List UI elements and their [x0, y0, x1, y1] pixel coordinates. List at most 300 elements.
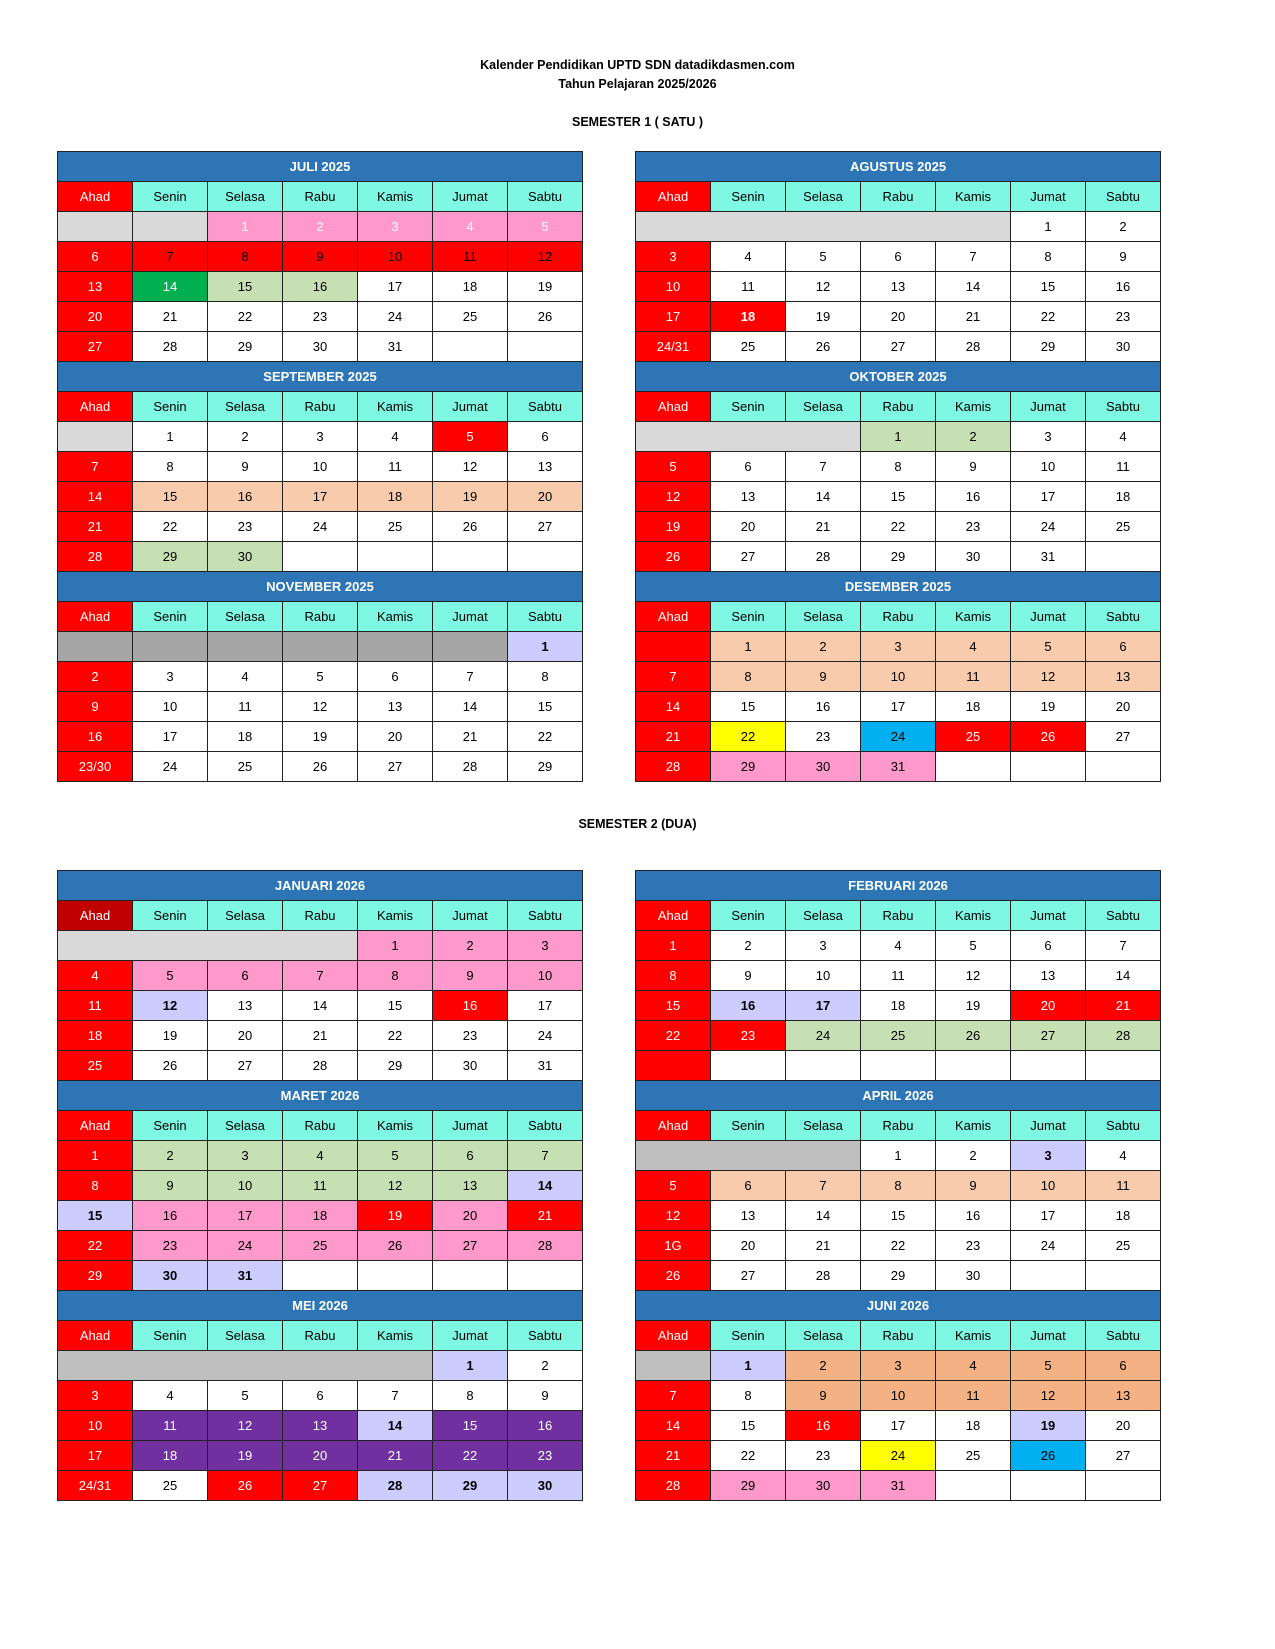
day-cell: 24/31 [58, 1471, 133, 1501]
day-cell: 17 [133, 722, 208, 752]
day-cell: 20 [1086, 692, 1161, 722]
day-cell: 12 [1011, 662, 1086, 692]
weekday-header: Senin [711, 1111, 786, 1141]
weekday-header: Ahad [58, 392, 133, 422]
day-cell: 1 [433, 1351, 508, 1381]
day-cell: 20 [283, 1441, 358, 1471]
day-cell: 3 [508, 931, 583, 961]
week-row [58, 1141, 583, 1171]
day-cell: 13 [433, 1171, 508, 1201]
month-title: SEPTEMBER 2025 [58, 362, 583, 392]
day-cell: 13 [208, 991, 283, 1021]
week-row [636, 752, 1161, 782]
weekday-header: Sabtu [508, 392, 583, 422]
month-title: DESEMBER 2025 [636, 572, 1161, 602]
day-cell: 29 [508, 752, 583, 782]
day-cell: 13 [1011, 961, 1086, 991]
month-title: MARET 2026 [58, 1081, 583, 1111]
day-cell: 13 [1086, 1381, 1161, 1411]
day-cell: 8 [711, 1381, 786, 1411]
day-cell: 21 [508, 1201, 583, 1231]
day-cell: 27 [208, 1051, 283, 1081]
week-row [636, 1261, 1161, 1291]
day-cell: 17 [786, 991, 861, 1021]
day-cell: 3 [283, 422, 358, 452]
day-cell: 16 [133, 1201, 208, 1231]
weekday-header: Senin [133, 901, 208, 931]
weekday-header: Sabtu [1086, 1321, 1161, 1351]
document-subtitle: Tahun Pelajaran 2025/2026 [558, 77, 717, 91]
week-row [58, 752, 583, 782]
day-cell: 11 [433, 242, 508, 272]
day-cell: 28 [786, 542, 861, 572]
day-cell: 14 [358, 1411, 433, 1441]
week-row [58, 1021, 583, 1051]
day-cell: 23 [208, 512, 283, 542]
week-row [58, 212, 583, 242]
week-row [58, 1231, 583, 1261]
day-cell: 4 [1086, 1141, 1161, 1171]
empty-cell [58, 1351, 433, 1381]
day-cell: 5 [283, 662, 358, 692]
month-calendar [635, 870, 1161, 1081]
week-row [636, 1441, 1161, 1471]
weekday-header: Jumat [1011, 392, 1086, 422]
day-cell: 23 [1086, 302, 1161, 332]
week-row [58, 332, 583, 362]
day-cell: 17 [861, 692, 936, 722]
day-cell: 23 [936, 512, 1011, 542]
weekday-header: Senin [711, 182, 786, 212]
day-cell: 15 [58, 1201, 133, 1231]
day-cell: 3 [861, 1351, 936, 1381]
day-cell: 2 [936, 422, 1011, 452]
weekday-header: Ahad [636, 392, 711, 422]
weekday-header: Jumat [1011, 602, 1086, 632]
weekday-header: Sabtu [508, 1321, 583, 1351]
month-title: JULI 2025 [58, 152, 583, 182]
day-cell: 26 [283, 752, 358, 782]
day-cell: 31 [508, 1051, 583, 1081]
day-cell: 31 [358, 332, 433, 362]
day-cell: 13 [711, 482, 786, 512]
weekday-header: Kamis [936, 1321, 1011, 1351]
weekday-header: Jumat [1011, 1321, 1086, 1351]
empty-cell [1086, 1471, 1161, 1501]
week-row [636, 931, 1161, 961]
day-cell: 19 [208, 1441, 283, 1471]
day-cell: 12 [433, 452, 508, 482]
day-cell: 5 [433, 422, 508, 452]
day-cell: 24 [133, 752, 208, 782]
weekday-header: Ahad [58, 1321, 133, 1351]
day-cell: 10 [133, 692, 208, 722]
week-row [636, 1171, 1161, 1201]
day-cell: 25 [283, 1231, 358, 1261]
day-cell: 27 [58, 332, 133, 362]
month-title: APRIL 2026 [636, 1081, 1161, 1111]
week-row [636, 542, 1161, 572]
day-cell: 2 [1086, 212, 1161, 242]
weekday-header: Jumat [1011, 182, 1086, 212]
day-cell: 14 [283, 991, 358, 1021]
day-cell: 7 [786, 452, 861, 482]
month-title: NOVEMBER 2025 [58, 572, 583, 602]
day-cell: 3 [786, 931, 861, 961]
day-cell: 19 [1011, 692, 1086, 722]
empty-cell [636, 632, 711, 662]
day-cell: 2 [208, 422, 283, 452]
day-cell: 12 [786, 272, 861, 302]
day-cell: 3 [58, 1381, 133, 1411]
week-row [58, 662, 583, 692]
day-cell: 22 [861, 1231, 936, 1261]
day-cell: 18 [433, 272, 508, 302]
day-cell: 28 [786, 1261, 861, 1291]
weekday-header: Kamis [936, 392, 1011, 422]
day-cell: 17 [1011, 1201, 1086, 1231]
day-cell: 6 [433, 1141, 508, 1171]
weekday-header: Sabtu [508, 602, 583, 632]
weekday-header: Sabtu [508, 901, 583, 931]
day-cell: 7 [58, 452, 133, 482]
day-cell: 11 [936, 662, 1011, 692]
weekday-header: Selasa [208, 392, 283, 422]
empty-cell [508, 1261, 583, 1291]
week-row [58, 1051, 583, 1081]
day-cell: 22 [433, 1441, 508, 1471]
day-cell: 14 [636, 692, 711, 722]
day-cell: 21 [786, 1231, 861, 1261]
day-cell: 7 [936, 242, 1011, 272]
day-cell: 1 [711, 632, 786, 662]
day-cell: 30 [786, 752, 861, 782]
empty-cell [936, 1471, 1011, 1501]
day-cell: 1 [358, 931, 433, 961]
week-row [636, 422, 1161, 452]
day-cell: 4 [208, 662, 283, 692]
day-cell: 9 [936, 452, 1011, 482]
day-cell: 16 [786, 1411, 861, 1441]
empty-cell [433, 542, 508, 572]
weekday-header: Senin [133, 392, 208, 422]
day-cell: 18 [133, 1441, 208, 1471]
day-cell: 27 [283, 1471, 358, 1501]
weekday-header: Senin [133, 1321, 208, 1351]
day-cell: 30 [208, 542, 283, 572]
day-cell: 18 [711, 302, 786, 332]
empty-cell [861, 1051, 936, 1081]
empty-cell [636, 422, 861, 452]
day-cell: 10 [1011, 452, 1086, 482]
day-cell: 17 [636, 302, 711, 332]
day-cell: 30 [283, 332, 358, 362]
empty-cell [1086, 542, 1161, 572]
day-cell: 16 [508, 1411, 583, 1441]
weekday-header: Kamis [936, 1111, 1011, 1141]
day-cell: 29 [861, 1261, 936, 1291]
week-row [58, 722, 583, 752]
week-row [636, 302, 1161, 332]
day-cell: 11 [133, 1411, 208, 1441]
day-cell: 25 [1086, 512, 1161, 542]
semester-1-heading: SEMESTER 1 ( SATU ) [571, 115, 704, 129]
week-row [58, 482, 583, 512]
empty-cell [936, 752, 1011, 782]
day-cell: 28 [1086, 1021, 1161, 1051]
weekday-header: Selasa [208, 182, 283, 212]
day-cell: 17 [1011, 482, 1086, 512]
week-row [636, 1201, 1161, 1231]
day-cell: 25 [358, 512, 433, 542]
week-row [636, 1471, 1161, 1501]
day-cell: 19 [358, 1201, 433, 1231]
weekday-header: Jumat [433, 182, 508, 212]
day-cell: 2 [786, 632, 861, 662]
day-cell: 6 [208, 961, 283, 991]
weekday-header: Senin [711, 392, 786, 422]
empty-cell [358, 632, 433, 662]
day-cell: 9 [786, 662, 861, 692]
day-cell: 21 [636, 722, 711, 752]
day-cell: 12 [283, 692, 358, 722]
day-cell: 13 [58, 272, 133, 302]
week-row [58, 1261, 583, 1291]
day-cell: 11 [283, 1171, 358, 1201]
weekday-header: Rabu [861, 901, 936, 931]
day-cell: 8 [58, 1171, 133, 1201]
day-cell: 25 [861, 1021, 936, 1051]
day-cell: 23 [433, 1021, 508, 1051]
week-row [636, 482, 1161, 512]
day-cell: 30 [133, 1261, 208, 1291]
day-cell: 4 [433, 212, 508, 242]
month-calendar [635, 1080, 1161, 1291]
week-row [58, 1381, 583, 1411]
day-cell: 22 [508, 722, 583, 752]
empty-cell [1011, 1471, 1086, 1501]
day-cell: 16 [283, 272, 358, 302]
day-cell: 28 [636, 752, 711, 782]
day-cell: 8 [636, 961, 711, 991]
day-cell: 20 [711, 512, 786, 542]
empty-cell [208, 632, 283, 662]
day-cell: 23 [283, 302, 358, 332]
day-cell: 19 [786, 302, 861, 332]
day-cell: 18 [936, 692, 1011, 722]
day-cell: 16 [711, 991, 786, 1021]
day-cell: 27 [433, 1231, 508, 1261]
day-cell: 10 [58, 1411, 133, 1441]
weekday-header: Rabu [861, 1111, 936, 1141]
day-cell: 24 [1011, 1231, 1086, 1261]
empty-cell [508, 332, 583, 362]
day-cell: 10 [1011, 1171, 1086, 1201]
day-cell: 9 [936, 1171, 1011, 1201]
day-cell: 12 [208, 1411, 283, 1441]
weekday-header: Rabu [283, 392, 358, 422]
weekday-header: Jumat [1011, 901, 1086, 931]
day-cell: 6 [58, 242, 133, 272]
weekday-header: Jumat [433, 1111, 508, 1141]
weekday-header: Sabtu [1086, 182, 1161, 212]
empty-cell [936, 1051, 1011, 1081]
day-cell: 6 [1086, 632, 1161, 662]
day-cell: 2 [283, 212, 358, 242]
weekday-header: Ahad [58, 602, 133, 632]
week-row [636, 1351, 1161, 1381]
day-cell: 22 [1011, 302, 1086, 332]
day-cell: 29 [58, 1261, 133, 1291]
day-cell: 17 [58, 1441, 133, 1471]
empty-cell [133, 632, 208, 662]
day-cell: 22 [208, 302, 283, 332]
day-cell: 25 [936, 1441, 1011, 1471]
day-cell: 11 [208, 692, 283, 722]
day-cell: 19 [433, 482, 508, 512]
day-cell: 14 [636, 1411, 711, 1441]
day-cell: 6 [711, 452, 786, 482]
day-cell: 17 [861, 1411, 936, 1441]
day-cell: 2 [711, 931, 786, 961]
week-row [58, 991, 583, 1021]
day-cell: 20 [358, 722, 433, 752]
week-row [636, 1021, 1161, 1051]
day-cell: 12 [358, 1171, 433, 1201]
weekday-header: Senin [711, 602, 786, 632]
month-calendar [57, 1080, 583, 1291]
month-calendar [57, 1290, 583, 1501]
empty-cell [283, 632, 358, 662]
day-cell: 24 [1011, 512, 1086, 542]
day-cell: 9 [133, 1171, 208, 1201]
day-cell: 25 [936, 722, 1011, 752]
day-cell: 15 [1011, 272, 1086, 302]
day-cell: 26 [1011, 1441, 1086, 1471]
weekday-header: Sabtu [1086, 392, 1161, 422]
day-cell: 5 [936, 931, 1011, 961]
empty-cell [58, 212, 133, 242]
day-cell: 7 [786, 1171, 861, 1201]
day-cell: 24 [358, 302, 433, 332]
week-row [636, 722, 1161, 752]
day-cell: 21 [358, 1441, 433, 1471]
day-cell: 7 [133, 242, 208, 272]
week-row [58, 931, 583, 961]
day-cell: 28 [636, 1471, 711, 1501]
day-cell: 27 [861, 332, 936, 362]
day-cell: 16 [208, 482, 283, 512]
week-row [636, 212, 1161, 242]
empty-cell [1011, 1261, 1086, 1291]
empty-cell [58, 422, 133, 452]
weekday-header: Selasa [208, 901, 283, 931]
day-cell: 8 [861, 452, 936, 482]
day-cell: 8 [711, 662, 786, 692]
day-cell: 10 [786, 961, 861, 991]
weekday-header: Ahad [58, 182, 133, 212]
day-cell: 17 [358, 272, 433, 302]
day-cell: 18 [1086, 482, 1161, 512]
weekday-header: Senin [133, 182, 208, 212]
day-cell: 8 [208, 242, 283, 272]
day-cell: 26 [1011, 722, 1086, 752]
day-cell: 5 [786, 242, 861, 272]
day-cell: 24 [861, 722, 936, 752]
weekday-header: Selasa [786, 1321, 861, 1351]
day-cell: 24 [861, 1441, 936, 1471]
day-cell: 11 [358, 452, 433, 482]
day-cell: 1 [636, 931, 711, 961]
weekday-header: Ahad [636, 1321, 711, 1351]
day-cell: 7 [636, 662, 711, 692]
day-cell: 10 [208, 1171, 283, 1201]
day-cell: 16 [786, 692, 861, 722]
day-cell: 16 [1086, 272, 1161, 302]
day-cell: 19 [283, 722, 358, 752]
day-cell: 1 [711, 1351, 786, 1381]
weekday-header: Senin [711, 1321, 786, 1351]
weekday-header: Rabu [283, 1321, 358, 1351]
day-cell: 23/30 [58, 752, 133, 782]
day-cell: 24 [283, 512, 358, 542]
weekday-header: Senin [711, 901, 786, 931]
weekday-header: Ahad [58, 1111, 133, 1141]
day-cell: 15 [861, 482, 936, 512]
weekday-header: Sabtu [1086, 1111, 1161, 1141]
day-cell: 26 [786, 332, 861, 362]
week-row [58, 692, 583, 722]
day-cell: 13 [861, 272, 936, 302]
day-cell: 13 [283, 1411, 358, 1441]
day-cell: 21 [283, 1021, 358, 1051]
weekday-header: Rabu [861, 1321, 936, 1351]
weekday-header: Sabtu [1086, 602, 1161, 632]
week-row [58, 1441, 583, 1471]
day-cell: 9 [208, 452, 283, 482]
day-cell: 16 [58, 722, 133, 752]
day-cell: 16 [433, 991, 508, 1021]
weekday-header: Ahad [636, 1111, 711, 1141]
empty-cell [358, 1261, 433, 1291]
day-cell: 30 [1086, 332, 1161, 362]
week-row [58, 452, 583, 482]
weekday-header: Selasa [208, 1111, 283, 1141]
empty-cell [433, 332, 508, 362]
day-cell: 6 [283, 1381, 358, 1411]
day-cell: 11 [1086, 1171, 1161, 1201]
day-cell: 24 [508, 1021, 583, 1051]
empty-cell [433, 1261, 508, 1291]
day-cell: 9 [433, 961, 508, 991]
day-cell: 6 [861, 242, 936, 272]
day-cell: 19 [1011, 1411, 1086, 1441]
day-cell: 30 [433, 1051, 508, 1081]
day-cell: 20 [433, 1201, 508, 1231]
day-cell: 9 [711, 961, 786, 991]
day-cell: 12 [636, 1201, 711, 1231]
day-cell: 3 [208, 1141, 283, 1171]
day-cell: 23 [508, 1441, 583, 1471]
day-cell: 1 [58, 1141, 133, 1171]
day-cell: 17 [508, 991, 583, 1021]
weekday-header: Jumat [433, 1321, 508, 1351]
empty-cell [1011, 752, 1086, 782]
day-cell: 7 [636, 1381, 711, 1411]
empty-cell [283, 542, 358, 572]
document-title: Kalender Pendidikan UPTD SDN datadikdasmen.com [480, 58, 795, 72]
day-cell: 4 [133, 1381, 208, 1411]
